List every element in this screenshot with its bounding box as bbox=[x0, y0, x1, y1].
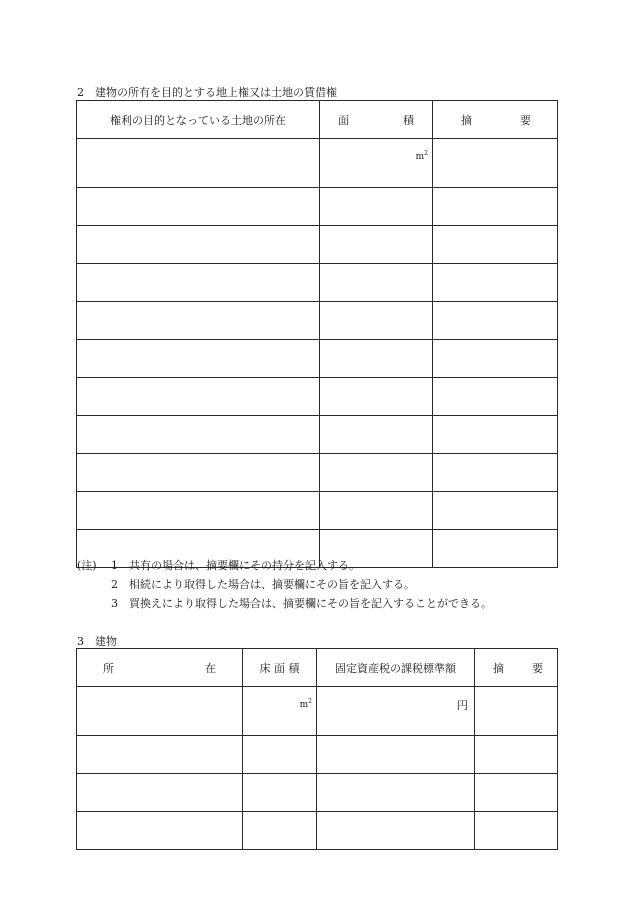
header-area-char-1: 面 bbox=[338, 113, 349, 127]
table-row bbox=[77, 302, 558, 340]
table-row bbox=[77, 492, 558, 530]
currency-unit: 円 bbox=[457, 699, 468, 712]
land-location-cell[interactable] bbox=[77, 340, 320, 378]
tax-base-cell[interactable] bbox=[317, 687, 475, 736]
table-row bbox=[77, 416, 558, 454]
table-row bbox=[77, 340, 558, 378]
area-cell[interactable] bbox=[320, 492, 433, 530]
land-location-cell[interactable] bbox=[77, 264, 320, 302]
tax-base-cell[interactable] bbox=[317, 774, 475, 812]
area-unit-sup: 2 bbox=[424, 150, 428, 157]
land-location-cell[interactable] bbox=[77, 378, 320, 416]
tax-base-cell[interactable] bbox=[317, 736, 475, 774]
area-cell[interactable] bbox=[320, 378, 433, 416]
header-remarks-char-2: 要 bbox=[532, 661, 543, 675]
remarks-cell[interactable] bbox=[433, 340, 558, 378]
section2-title: 2 建物の所有を目的とする地上権又は土地の賃借権 bbox=[77, 86, 337, 99]
header-location-char-1: 所 bbox=[103, 661, 114, 675]
note-text: 買換えにより取得した場合は、摘要欄にその旨を記入することができる。 bbox=[129, 597, 492, 610]
note-number: 2 bbox=[111, 578, 118, 591]
area-cell[interactable] bbox=[320, 188, 433, 226]
table-row bbox=[77, 378, 558, 416]
note-item bbox=[77, 575, 557, 594]
floor-area-cell[interactable] bbox=[243, 812, 317, 850]
remarks-cell[interactable] bbox=[433, 492, 558, 530]
land-location-cell[interactable] bbox=[77, 416, 320, 454]
note-number: 1 bbox=[111, 559, 118, 572]
location-cell[interactable] bbox=[77, 687, 243, 736]
header-remarks-char-1: 摘 bbox=[461, 113, 472, 127]
remarks-cell[interactable] bbox=[475, 774, 558, 812]
remarks-cell[interactable] bbox=[433, 226, 558, 264]
table-row bbox=[77, 687, 558, 736]
remarks-cell[interactable] bbox=[433, 454, 558, 492]
note-text: 相続により取得した場合は、摘要欄にその旨を記入する。 bbox=[129, 578, 415, 591]
location-cell[interactable] bbox=[77, 812, 243, 850]
header-remarks bbox=[433, 101, 558, 139]
tax-base-cell[interactable] bbox=[317, 812, 475, 850]
land-location-cell[interactable] bbox=[77, 188, 320, 226]
section3-title: 3 建物 bbox=[77, 635, 117, 648]
remarks-cell[interactable] bbox=[433, 378, 558, 416]
remarks-cell[interactable] bbox=[433, 416, 558, 454]
table-row bbox=[77, 812, 558, 850]
table-header-row bbox=[77, 101, 558, 139]
remarks-cell[interactable] bbox=[475, 736, 558, 774]
note-item bbox=[77, 556, 557, 575]
area-cell[interactable] bbox=[320, 226, 433, 264]
land-rights-table bbox=[76, 100, 558, 568]
header-area bbox=[320, 101, 433, 139]
header-land-location: 権利の目的となっている土地の所在 bbox=[77, 101, 320, 139]
table-row bbox=[77, 736, 558, 774]
floor-area-unit: m bbox=[299, 700, 309, 710]
area-cell[interactable] bbox=[320, 454, 433, 492]
notes bbox=[77, 556, 557, 613]
land-location-cell[interactable] bbox=[77, 226, 320, 264]
table-row bbox=[77, 188, 558, 226]
land-location-cell[interactable] bbox=[77, 492, 320, 530]
table-row bbox=[77, 139, 558, 188]
floor-area-cell[interactable] bbox=[243, 774, 317, 812]
land-location-cell[interactable] bbox=[77, 454, 320, 492]
location-cell[interactable] bbox=[77, 736, 243, 774]
header-location bbox=[77, 649, 243, 687]
header-remarks-char-1: 摘 bbox=[493, 661, 504, 675]
remarks-cell[interactable] bbox=[433, 302, 558, 340]
remarks-cell[interactable] bbox=[433, 264, 558, 302]
area-cell[interactable] bbox=[320, 416, 433, 454]
header-floor-area: 床 面 積 bbox=[243, 649, 317, 687]
area-cell[interactable] bbox=[320, 264, 433, 302]
floor-area-cell[interactable] bbox=[243, 736, 317, 774]
floor-area-cell[interactable] bbox=[243, 687, 317, 736]
area-cell[interactable] bbox=[320, 302, 433, 340]
note-item bbox=[77, 594, 557, 613]
area-cell[interactable] bbox=[320, 340, 433, 378]
table-header-row bbox=[77, 649, 558, 687]
table-row bbox=[77, 454, 558, 492]
location-cell[interactable] bbox=[77, 774, 243, 812]
remarks-cell[interactable] bbox=[433, 188, 558, 226]
area-cell[interactable] bbox=[320, 139, 433, 188]
remarks-cell[interactable] bbox=[475, 687, 558, 736]
header-area-char-2: 積 bbox=[403, 113, 414, 127]
header-remarks-char-2: 要 bbox=[520, 113, 531, 127]
floor-area-unit-sup: 2 bbox=[308, 698, 312, 705]
note-text: 共有の場合は、摘要欄にその持分を記入する。 bbox=[129, 559, 360, 572]
notes-label: (注) bbox=[77, 559, 97, 572]
land-location-cell[interactable] bbox=[77, 302, 320, 340]
area-unit: m bbox=[415, 152, 425, 162]
table-row bbox=[77, 264, 558, 302]
remarks-cell[interactable] bbox=[475, 812, 558, 850]
table-row bbox=[77, 226, 558, 264]
table-row bbox=[77, 774, 558, 812]
remarks-cell[interactable] bbox=[433, 139, 558, 188]
header-location-char-2: 在 bbox=[205, 661, 216, 675]
land-location-cell[interactable] bbox=[77, 139, 320, 188]
header-remarks bbox=[475, 649, 558, 687]
building-table bbox=[76, 648, 558, 850]
note-number: 3 bbox=[111, 597, 118, 610]
header-tax-base: 固定資産税の課税標準額 bbox=[317, 649, 475, 687]
